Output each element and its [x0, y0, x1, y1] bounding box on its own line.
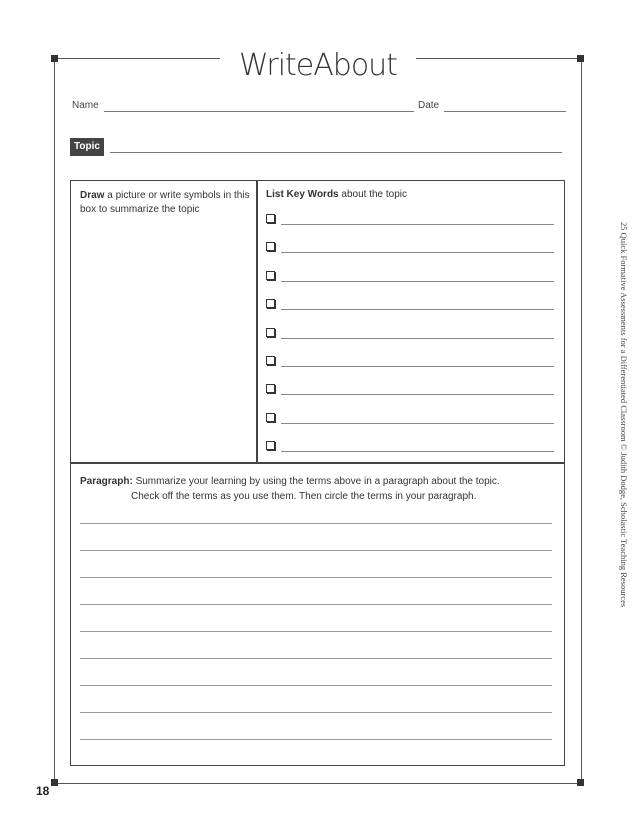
paragraph-line[interactable]: [80, 712, 552, 713]
keyword-row[interactable]: [266, 413, 554, 425]
keyword-line[interactable]: [281, 252, 554, 253]
keyword-row[interactable]: [266, 299, 554, 311]
corner-mark: [51, 55, 58, 62]
keyword-line[interactable]: [281, 309, 554, 310]
checkbox[interactable]: [266, 328, 275, 337]
keyword-row[interactable]: [266, 328, 554, 340]
paragraph-line[interactable]: [80, 658, 552, 659]
topic-field[interactable]: [110, 152, 562, 153]
keyword-line[interactable]: [281, 338, 554, 339]
page-number: 18: [36, 784, 50, 798]
date-field[interactable]: [444, 111, 566, 112]
checkbox[interactable]: [266, 356, 275, 365]
name-field[interactable]: [104, 111, 414, 112]
keyword-row[interactable]: [266, 214, 554, 226]
draw-instructions: Draw a picture or write symbols in this box to summarize the topic: [80, 190, 250, 215]
corner-mark: [577, 779, 584, 786]
keyword-line[interactable]: [281, 451, 554, 452]
paragraph-box: [70, 462, 565, 766]
keyword-line[interactable]: [281, 281, 554, 282]
checkbox[interactable]: [266, 384, 275, 393]
keyword-row[interactable]: [266, 271, 554, 283]
corner-mark: [577, 55, 584, 62]
name-label: Name: [72, 100, 99, 111]
paragraph-instructions: Paragraph: Summarize your learning by using the terms above in a paragraph about the topic. Check off the terms as you use them. Then circle the terms in your paragraph.: [80, 476, 500, 502]
keyword-line[interactable]: [281, 366, 554, 367]
checkbox[interactable]: [266, 299, 275, 308]
checkbox[interactable]: [266, 413, 275, 422]
page-title: WriteAbout: [220, 44, 416, 88]
keyword-line[interactable]: [281, 423, 554, 424]
paragraph-line[interactable]: [80, 523, 552, 524]
checkbox[interactable]: [266, 271, 275, 280]
paragraph-line[interactable]: [80, 604, 552, 605]
keyword-line[interactable]: [281, 394, 554, 395]
date-label: Date: [418, 100, 440, 111]
checkbox[interactable]: [266, 214, 275, 223]
checkbox[interactable]: [266, 441, 275, 450]
keyword-line[interactable]: [281, 224, 554, 225]
paragraph-line[interactable]: [80, 631, 552, 632]
paragraph-line[interactable]: [80, 577, 552, 578]
draw-box[interactable]: [70, 180, 258, 464]
paragraph-line[interactable]: [80, 739, 552, 740]
keyword-row[interactable]: [266, 441, 554, 453]
keyword-row[interactable]: [266, 384, 554, 396]
topic-label: Topic: [70, 138, 104, 156]
keyword-row[interactable]: [266, 356, 554, 368]
paragraph-line[interactable]: [80, 685, 552, 686]
corner-mark: [51, 779, 58, 786]
keyword-row[interactable]: [266, 242, 554, 254]
keywords-instructions: List Key Words about the topic: [266, 189, 407, 200]
side-credit: 25 Quick Formative Assessments for a Differentiated Classroom © Judith Dodge, Scholastic Teaching Resources: [619, 222, 629, 608]
paragraph-line[interactable]: [80, 550, 552, 551]
checkbox[interactable]: [266, 242, 275, 251]
